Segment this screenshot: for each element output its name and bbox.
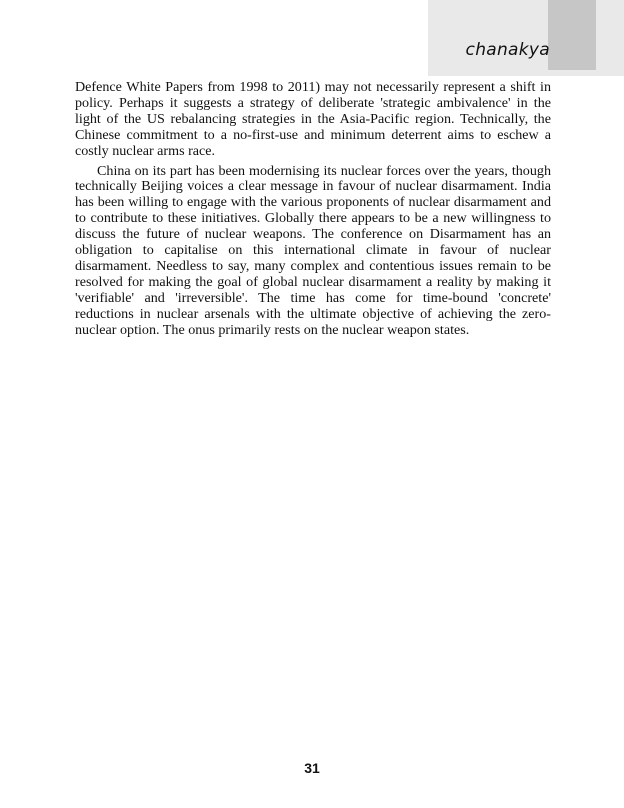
page-number: 31 — [304, 760, 320, 776]
header-tab — [548, 0, 596, 70]
paragraph-1: Defence White Papers from 1998 to 2011) may not necessarily represent a shift in policy. Perhaps it suggests a strategy of deliberate 'strategic ambivalence' in the light of the US rebalancing strategies in the Asia-Pacific region. Technically, the Chinese commitment to a no-first-use and minimum deterrent aims to eschew a costly nuclear arms race. — [75, 79, 551, 159]
body-text — [75, 80, 551, 343]
paragraph-2: China on its part has been modernising its nuclear forces over the years, though technically Beijing voices a clear message in favour of nuclear disarmament. India has been willing to engage with the various proponents of nuclear disarmament and to contribute to these initiatives. Globally there appears to be a new willingness to discuss the future of nuclear weapons. The conference on Disarmament has an obligation to capitalise on this international climate in favour of nuclear disarmament. Needless to say, many complex and contentious issues remain to be resolved for making the goal of global nuclear disarmament a reality by making it 'verifiable' and 'irreversible'. The time has come for time-bound 'concrete' reductions in nuclear arsenals with the ultimate objective of achieving the zero-nuclear option. The onus primarily rests on the nuclear weapon states. — [75, 162, 551, 338]
brand-logo: chanakya — [465, 40, 550, 60]
